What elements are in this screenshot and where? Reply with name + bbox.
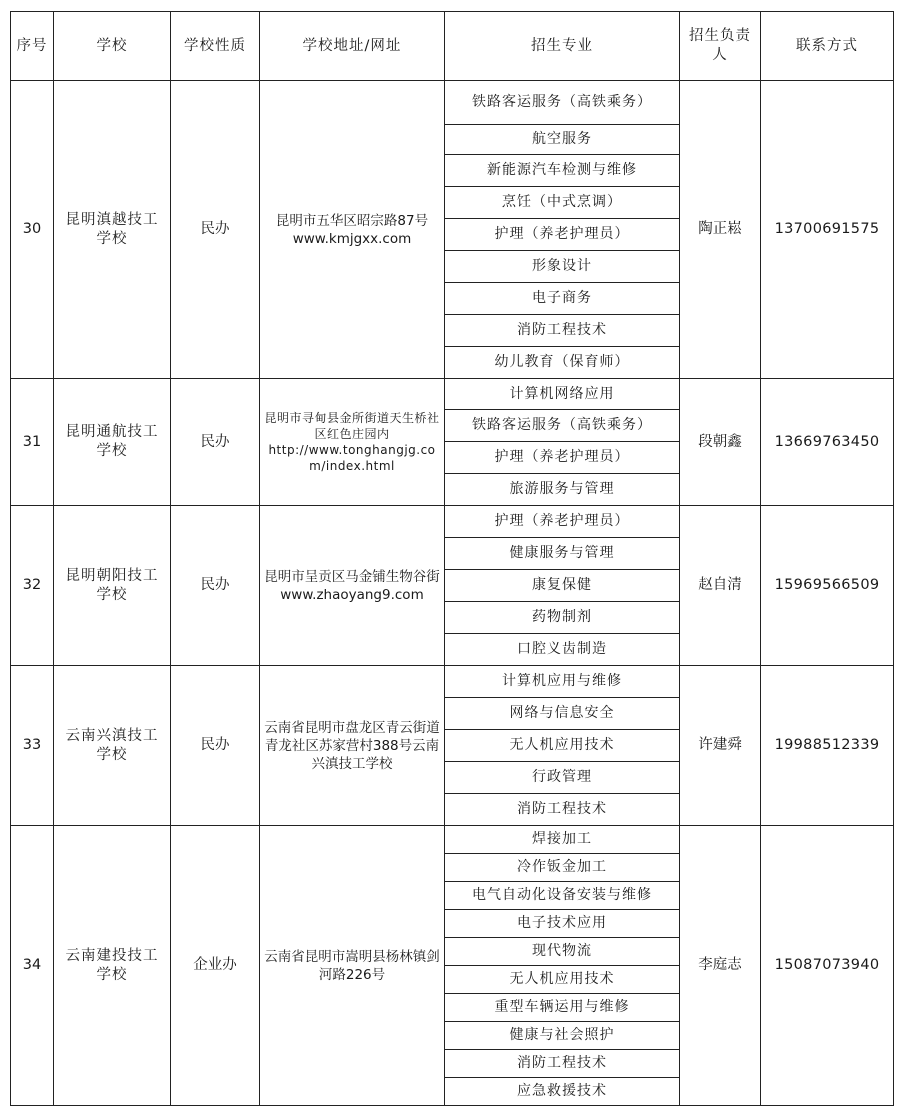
- header-seq: 序号: [11, 12, 54, 81]
- major-item: 护理（养老护理员）: [494, 513, 630, 529]
- majors-cell: [445, 826, 680, 1106]
- school-name: 昆明通航技工学校: [54, 379, 171, 506]
- major-item: 航空服务: [445, 125, 679, 155]
- major-item: 消防工程技术: [445, 1050, 679, 1078]
- school-url: www.zhaoyang9.com: [280, 586, 424, 603]
- major-item: 护理（养老护理员）: [445, 442, 679, 474]
- seq-cell: 32: [11, 506, 54, 666]
- majors-list: [445, 666, 679, 825]
- table-row: [11, 826, 894, 1106]
- school-address-cell: [260, 506, 445, 666]
- major-item: 焊接加工: [532, 831, 592, 847]
- school-address-cell: [260, 826, 445, 1106]
- table-row: [11, 379, 894, 506]
- major-item: 行政管理: [445, 762, 679, 794]
- school-name: 昆明滇越技工学校: [54, 81, 171, 379]
- major-item: 铁路客运服务（高铁乘务）: [472, 94, 652, 110]
- major-item: 消防工程技术: [445, 315, 679, 347]
- major-item: 电气自动化设备安装与维修: [445, 882, 679, 910]
- table-row: [11, 506, 894, 666]
- majors-list: [445, 379, 679, 505]
- major-item: 药物制剂: [445, 602, 679, 634]
- major-item: 电子商务: [445, 283, 679, 315]
- contact-phone: 13700691575: [761, 81, 894, 379]
- major-item: 现代物流: [445, 938, 679, 966]
- majors-list: [445, 826, 679, 1105]
- major-item: 口腔义齿制造: [445, 634, 679, 666]
- school-address: 云南省昆明市嵩明县杨林镇剑河路226号: [264, 948, 440, 983]
- majors-list: [445, 81, 679, 378]
- seq-cell: 34: [11, 826, 54, 1106]
- major-item: 重型车辆运用与维修: [445, 994, 679, 1022]
- contact-person: 陶正崧: [680, 81, 761, 379]
- majors-cell: [445, 506, 680, 666]
- school-name: 昆明朝阳技工学校: [54, 506, 171, 666]
- contact-person: 赵自清: [680, 506, 761, 666]
- header-address: 学校地址/网址: [260, 12, 445, 81]
- school-name: 云南建投技工学校: [54, 826, 171, 1106]
- contact-phone: 19988512339: [761, 666, 894, 826]
- contact-phone: 13669763450: [761, 379, 894, 506]
- school-address: 昆明市寻甸县金所街道天生桥社区红色庄园内: [264, 411, 440, 441]
- school-address: 昆明市五华区昭宗路87号: [275, 212, 429, 229]
- seq-cell: 31: [11, 379, 54, 506]
- major-item: 应急救援技术: [445, 1078, 679, 1106]
- major-item: 康复保健: [445, 570, 679, 602]
- major-item: 无人机应用技术: [445, 966, 679, 994]
- seq-cell: 33: [11, 666, 54, 826]
- major-item: 幼儿教育（保育师）: [445, 347, 679, 379]
- school-url: http://www.tonghangjg.com/index.html: [268, 443, 436, 473]
- school-nature: 民办: [171, 379, 260, 506]
- school-address: 昆明市呈贡区马金铺生物谷街: [264, 568, 440, 585]
- majors-cell: [445, 666, 680, 826]
- major-item: 计算机应用与维修: [502, 673, 622, 689]
- table-row: [11, 666, 894, 826]
- seq-cell: 30: [11, 81, 54, 379]
- school-address: 云南省昆明市盘龙区青云街道青龙社区苏家营村388号云南兴滇技工学校: [264, 719, 440, 772]
- major-item: 健康与社会照护: [445, 1022, 679, 1050]
- contact-phone: 15087073940: [761, 826, 894, 1106]
- school-url: www.kmjgxx.com: [292, 230, 412, 247]
- school-nature: 民办: [171, 81, 260, 379]
- major-item: 消防工程技术: [445, 794, 679, 826]
- school-address-cell: [260, 666, 445, 826]
- major-item: 计算机网络应用: [509, 385, 615, 402]
- major-item: 冷作钣金加工: [445, 854, 679, 882]
- major-item: 护理（养老护理员）: [445, 219, 679, 251]
- header-school: 学校: [54, 12, 171, 81]
- majors-cell: [445, 379, 680, 506]
- header-row: [11, 12, 894, 81]
- major-item: 无人机应用技术: [445, 730, 679, 762]
- contact-phone: 15969566509: [761, 506, 894, 666]
- enrollment-table: [10, 11, 894, 1106]
- major-item: 网络与信息安全: [445, 698, 679, 730]
- major-item: 新能源汽车检测与维修: [445, 155, 679, 187]
- header-majors: 招生专业: [445, 12, 680, 81]
- major-item: 电子技术应用: [445, 910, 679, 938]
- major-item: 烹饪（中式烹调）: [445, 187, 679, 219]
- school-nature: 民办: [171, 506, 260, 666]
- header-contact-person: 招生负责人: [680, 12, 761, 81]
- major-item: 健康服务与管理: [445, 538, 679, 570]
- school-address-cell: [260, 81, 445, 379]
- contact-person: 李庭志: [680, 826, 761, 1106]
- school-name: 云南兴滇技工学校: [54, 666, 171, 826]
- majors-cell: [445, 81, 680, 379]
- header-nature: 学校性质: [171, 12, 260, 81]
- school-nature: 企业办: [171, 826, 260, 1106]
- table-row: [11, 81, 894, 379]
- school-address-cell: [260, 379, 445, 506]
- major-item: 旅游服务与管理: [445, 474, 679, 506]
- school-nature: 民办: [171, 666, 260, 826]
- contact-person: 段朝鑫: [680, 379, 761, 506]
- major-item: 铁路客运服务（高铁乘务）: [445, 410, 679, 442]
- major-item: 形象设计: [445, 251, 679, 283]
- header-contact: 联系方式: [761, 12, 894, 81]
- majors-list: [445, 506, 679, 665]
- contact-person: 许建舜: [680, 666, 761, 826]
